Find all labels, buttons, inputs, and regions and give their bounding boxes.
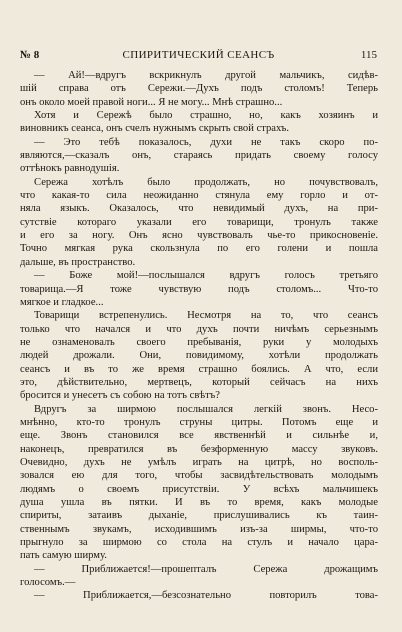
text-line: душа ушла въ пятки. И въ то время, какъ молодые — [20, 497, 378, 508]
text-line: спириты, затаивъ дыханіе, прислушивались къ таин- — [20, 510, 378, 522]
text-line: людямъ о своемъ присутствіи. У всѣхъ мальчишекъ — [20, 483, 378, 495]
text-line: пать самую ширму. — [20, 550, 107, 562]
text-line: ственнымъ звукамъ, исходившимъ изъ-за ширмы, что-то — [20, 523, 378, 535]
text-line: Вдругъ за ширмою послышался легкій звонъ. Несо- — [34, 403, 378, 415]
text-line: Товарищи встрепенулись. Несмотря на то, что сеансъ — [34, 310, 378, 322]
text-line: — Это тебѣ показалось, духи не такъ скоро по- — [34, 136, 378, 148]
text-line: шій справа отъ Сережи.—Духъ подъ столомъ! Теперь — [20, 83, 378, 95]
text-line: зовался ею для того, чтобы засвидѣтельствовать молодымъ — [20, 470, 378, 482]
running-header — [20, 47, 377, 63]
body-text — [20, 69, 378, 603]
text-line: людей дрожали. Они, повидимому, хотѣли продолжать — [20, 350, 378, 362]
text-line: онъ около моей правой ноги... Я не могу... Мнѣ страшно... — [20, 96, 283, 108]
text-line: няла языкъ. Оказалось, что невидимый духъ, на при- — [20, 203, 378, 215]
text-line: наконецъ, превратился въ безформенную массу звуковъ. — [20, 443, 378, 455]
text-line: сеансъ и въ то же время страшно боялись. А что, если — [20, 363, 378, 375]
text-line: товарища.—Я тоже чувствую подъ столомъ... Что-то — [20, 283, 378, 295]
text-line: Точно мягкая рука скользнула по его голени и пошла — [20, 243, 378, 255]
text-line: — Боже мой!—послышался вдругъ голосъ третьяго — [34, 270, 378, 282]
text-line: Сережа хотѣлъ было продолжать, но почувствовалъ, — [34, 176, 378, 188]
text-line: и его за ногу. Онъ ясно чувствовалъ чье-то прикосновеніе. — [20, 230, 378, 242]
running-title: СПИРИТИЧЕСКИЙ СЕАНСЪ — [122, 49, 275, 61]
text-line: — Приближается!—прошепталъ Сережа дрожащимъ — [34, 563, 378, 575]
text-line: виновникъ сеанса, онъ счелъ нужнымъ скрыть свой страхъ. — [20, 123, 290, 135]
text-line: дальше, въ пространство. — [20, 256, 136, 268]
text-line: только что начался и что духъ почти ничѣмъ серьезнымъ — [20, 323, 378, 335]
text-line: Очевидно, духъ не умѣлъ играть на цитрѣ, но восполь- — [20, 456, 378, 468]
text-line: — Приближается,—безсознательно повторилъ това- — [34, 590, 378, 602]
text-line: еще. Звонъ становился все явственнѣй и сильнѣе и, — [20, 430, 378, 442]
text-line: мягкое и гладкое... — [20, 296, 104, 308]
text-line: бросится и унесетъ съ собою на тотъ свѣтъ? — [20, 390, 220, 402]
text-line: прыгнуло за ширмою со стола на стулъ и начало цара- — [20, 537, 378, 549]
text-line: мнѣнно, кто-то тронулъ струны цитры. Потомъ еще и — [20, 416, 378, 428]
text-line: это, дѣйствительно, мертвецъ, который сейчасъ на нихъ — [20, 376, 378, 388]
page-number: 115 — [360, 49, 377, 61]
text-line: — Ай!—вдругъ вскрикнулъ другой мальчикъ, сидѣв- — [34, 70, 378, 81]
text-line: являются,—сказалъ онъ, стараясь придать своему голосу — [20, 150, 378, 162]
text-line: голосомъ.— — [20, 577, 76, 589]
text-line: Хотя и Сережѣ было страшно, но, какъ хозяинъ и — [34, 110, 378, 122]
text-line: что какая-то сила неожиданно стянула ему горло и от- — [20, 190, 378, 202]
text-line: сутствіе котораго указали его товарищи, тронулъ также — [20, 216, 378, 228]
text-line: оттѣнокъ равнодушія. — [20, 163, 120, 175]
issue-number: № 8 — [20, 49, 40, 61]
text-line: не ознаменовалъ своего пребыванія, руки у молодыхъ — [20, 336, 378, 348]
